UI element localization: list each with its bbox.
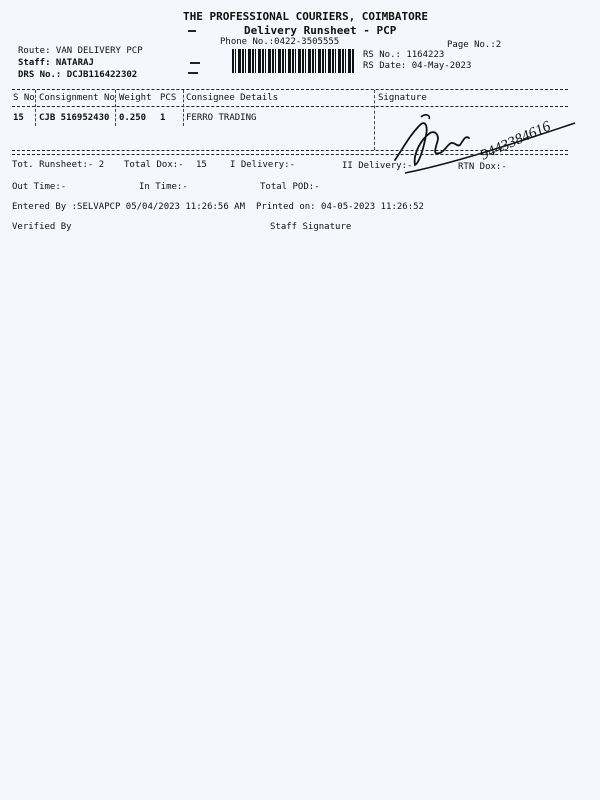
out-time: Out Time:-	[12, 182, 67, 192]
column-divider	[183, 90, 184, 126]
rs-date: RS Date: 04-May-2023	[363, 61, 472, 71]
staff-signature-label: Staff Signature	[270, 222, 352, 232]
staff-label: Staff: NATARAJ	[18, 58, 94, 68]
rs-number: RS No.: 1164223	[363, 50, 445, 60]
table-bottom-rule	[12, 150, 568, 151]
column-header-sno: S No	[13, 93, 35, 103]
table-bottom-rule-2	[12, 154, 568, 155]
mark-dash	[188, 72, 198, 74]
column-divider	[35, 90, 36, 126]
verified-by: Verified By	[12, 222, 72, 232]
row-consignee: FERRO TRADING	[186, 113, 257, 123]
barcode	[232, 49, 354, 73]
company-title: THE PROFESSIONAL COURIERS, COIMBATORE	[183, 10, 429, 23]
column-header-consignee: Consignee Details	[186, 93, 279, 103]
printed-on: Printed on: 04-05-2023 11:26:52	[256, 202, 424, 212]
column-header-pcs: PCS	[160, 93, 177, 103]
entered-by: Entered By :SELVAPCP 05/04/2023 11:26:56 AM	[12, 202, 245, 212]
tot-runsheet: Tot. Runsheet:- 2	[12, 160, 105, 170]
column-header-consignment: Consignment No	[39, 93, 115, 103]
column-header-weight: Weight	[119, 93, 152, 103]
rtn-dox: RTN Dox:-	[458, 162, 507, 172]
drs-number: DRS No.: DCJB116422302	[18, 70, 138, 80]
total-dox-label: Total Dox:-	[124, 160, 184, 170]
total-pod: Total POD:-	[260, 182, 320, 192]
total-dox-value: 15	[196, 160, 207, 170]
column-divider	[115, 90, 116, 126]
table-top-rule	[12, 89, 568, 90]
page-number: Page No.:2	[447, 40, 502, 50]
column-divider	[374, 90, 375, 150]
row-consignment-no: CJB 516952430	[39, 113, 110, 123]
document-title: Delivery Runsheet - PCP	[244, 24, 397, 37]
mark-dash	[190, 62, 200, 64]
phone-number: Phone No.:0422-3505555	[220, 37, 340, 47]
signature-phone: 9443384616	[478, 118, 554, 164]
ii-delivery: II Delivery:-	[342, 161, 413, 171]
column-header-signature: Signature	[378, 93, 427, 103]
row-weight: 0.250	[119, 113, 147, 123]
in-time: In Time:-	[139, 182, 188, 192]
row-pcs: 1	[160, 113, 166, 123]
i-delivery: I Delivery:-	[230, 160, 296, 170]
row-sno: 15	[13, 113, 24, 123]
mark-dash	[188, 30, 196, 32]
route-label: Route: VAN DELIVERY PCP	[18, 46, 143, 56]
